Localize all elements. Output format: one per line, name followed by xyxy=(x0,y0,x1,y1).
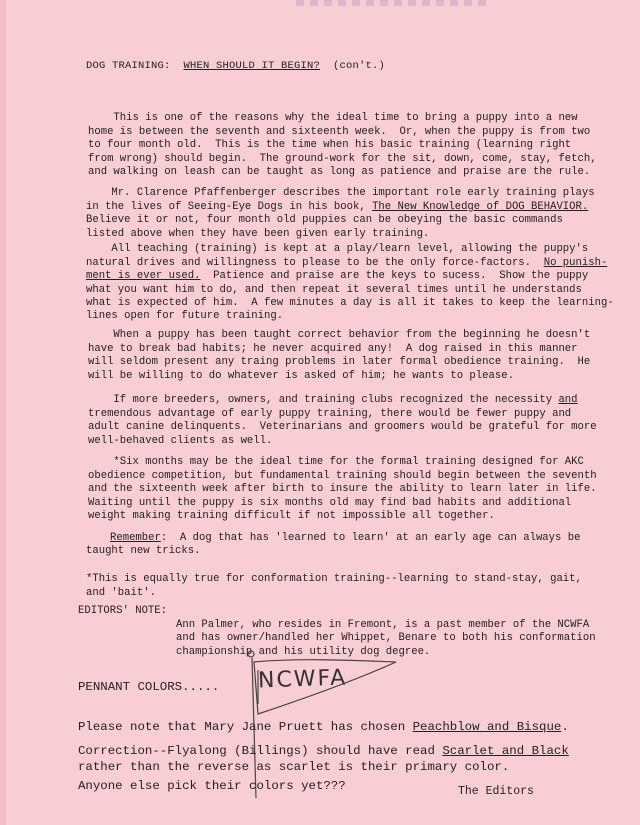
p2-line: listed above when they have been given early training. xyxy=(86,227,430,240)
remember-label: Remember xyxy=(110,532,161,545)
book-title: The New Knowledge of DOG BEHAVIOR. xyxy=(372,200,589,213)
pennant-line: rather than the reverse as scarlet is their primary color. xyxy=(78,760,510,775)
p5-text: If more breeders, owners, and training clubs recognized the necessity xyxy=(88,394,559,407)
p6-line: Waiting until the puppy is six months old may find bad habits and additional xyxy=(88,496,572,509)
signature: The Editors xyxy=(458,785,534,798)
pennant-text: Please note that Mary Jane Pruett has chosen xyxy=(78,720,413,735)
article-title xyxy=(86,60,385,72)
editors-note-label: EDITORS' NOTE: xyxy=(78,605,168,617)
p3-line: lines open for future training. xyxy=(86,310,284,323)
p3-line-3 xyxy=(86,270,614,283)
p6-line: *Six months may be the ideal time for the formal training designed for AKC xyxy=(88,456,584,469)
paragraph-5 xyxy=(88,381,597,448)
pennant-colors-peachblow: Peachblow and Bisque xyxy=(412,720,562,735)
pennant-line-1 xyxy=(78,719,569,735)
paragraph-4 xyxy=(88,316,590,383)
p2-line: Mr. Clarence Pfaffenberger describes the important role early training plays xyxy=(86,187,595,200)
p3-line: All teaching (training) is kept at a play/learn level, allowing the puppy's xyxy=(86,243,589,256)
p3-underlined: No punish- xyxy=(543,256,608,269)
p5-line: tremendous advantage of early puppy training, there would be fewer puppy and xyxy=(88,407,572,420)
p7-text: : A dog that has 'learned to learn' at an early age can always be xyxy=(160,532,581,545)
p1-line: This is one of the reasons why the ideal time to bring a puppy into a new xyxy=(88,112,578,125)
p4-line: have to break bad habits; he never acquired any! A dog raised in this manner xyxy=(88,342,578,355)
title-underlined: WHEN SHOULD IT BEGIN? xyxy=(183,60,321,72)
p8-line: *This is equally true for conformation training--learning to stand-stay, gait, xyxy=(86,573,582,586)
p7-line: taught new tricks. xyxy=(86,545,201,558)
p4-line: will seldom present any traing problems in later formal obedience training. He xyxy=(88,356,591,369)
p5-line-1 xyxy=(88,394,597,407)
pennant-flag-text: NCWFA xyxy=(257,665,348,694)
paragraph-7-cont xyxy=(86,532,200,559)
title-prefix: DOG TRAINING: xyxy=(86,60,184,72)
pennant-colors-scarlet: Scarlet and Black xyxy=(442,743,569,758)
p3-underlined: ment is ever used. xyxy=(86,270,201,283)
p2-line: Believe it or not, four month old puppies can be obeying the basic commands xyxy=(86,214,563,227)
p1-line: from wrong) should begin. The ground-work for the sit, down, come, stay, fetch, xyxy=(88,152,597,165)
p6-line: weight making training difficult if not impossible all together. xyxy=(88,510,495,523)
p3-line-2 xyxy=(86,257,614,270)
spacer xyxy=(78,736,569,743)
p3-line: what is expected of him. A few minutes a day is all it takes to keep the learning- xyxy=(86,297,614,310)
p3-text: natural drives and willingness to please to be the only force-factors. xyxy=(86,256,544,269)
top-edge-marks xyxy=(296,0,486,6)
p6-line: and the sixteenth week after birth to insure the ability to learn later in life. xyxy=(88,483,597,496)
pennant-heading: PENNANT COLORS..... xyxy=(78,680,220,694)
p5-line: adult canine delinquents. Veterinarians and groomers would be grateful for more xyxy=(88,421,597,434)
pennant-line-2 xyxy=(78,743,569,759)
editors-line: Ann Palmer, who resides in Fremont, is a past member of the NCWFA xyxy=(176,618,590,631)
paragraph-3 xyxy=(86,227,614,324)
p3-line: what you want him to do, and then repeat it several times until he understands xyxy=(86,283,582,296)
p3-text: Patience and praise are the keys to sucess. Show the puppy xyxy=(200,270,589,283)
p2-text: in the lives of Seeing-Eye Dogs in his book, xyxy=(86,200,373,213)
p8-line: and 'bait'. xyxy=(86,586,156,599)
editors-line: and has owner/handled her Whippet, Benare to both his conformation xyxy=(176,632,596,645)
paragraph-6 xyxy=(88,443,597,523)
p1-line: home is between the seventh and sixteenth week. Or, when the puppy is from two xyxy=(88,125,591,138)
p1-line: to four month old. This is the time when his basic training (learning right xyxy=(88,139,572,152)
paragraph-1 xyxy=(88,99,597,179)
paragraph-8 xyxy=(86,560,582,600)
p2-line-book xyxy=(86,201,595,214)
p5-line: well-behaved clients as well. xyxy=(88,434,273,447)
editors-line: championship and his utility dog degree. xyxy=(176,645,431,658)
p6-line: obedience competition, but fundamental training should begin between the seventh xyxy=(88,469,597,482)
p4-line: When a puppy has been taught correct behavior from the beginning he doesn't xyxy=(88,329,591,342)
pennant-text: . xyxy=(561,720,569,735)
p5-underlined: and xyxy=(558,394,578,407)
pennant-section xyxy=(78,703,569,794)
p4-line: will be willing to do whatever is asked of him; he wants to please. xyxy=(88,369,514,382)
p1-line: and walking on leash can be taught as long as patience and praise are the rule. xyxy=(88,166,591,179)
pennant-pole-top xyxy=(248,651,254,657)
pennant-line: Anyone else pick their colors yet??? xyxy=(78,778,346,793)
pennant-text: Correction--Flyalong (Billings) should have read xyxy=(78,743,443,758)
title-suffix: (con't.) xyxy=(320,60,386,72)
